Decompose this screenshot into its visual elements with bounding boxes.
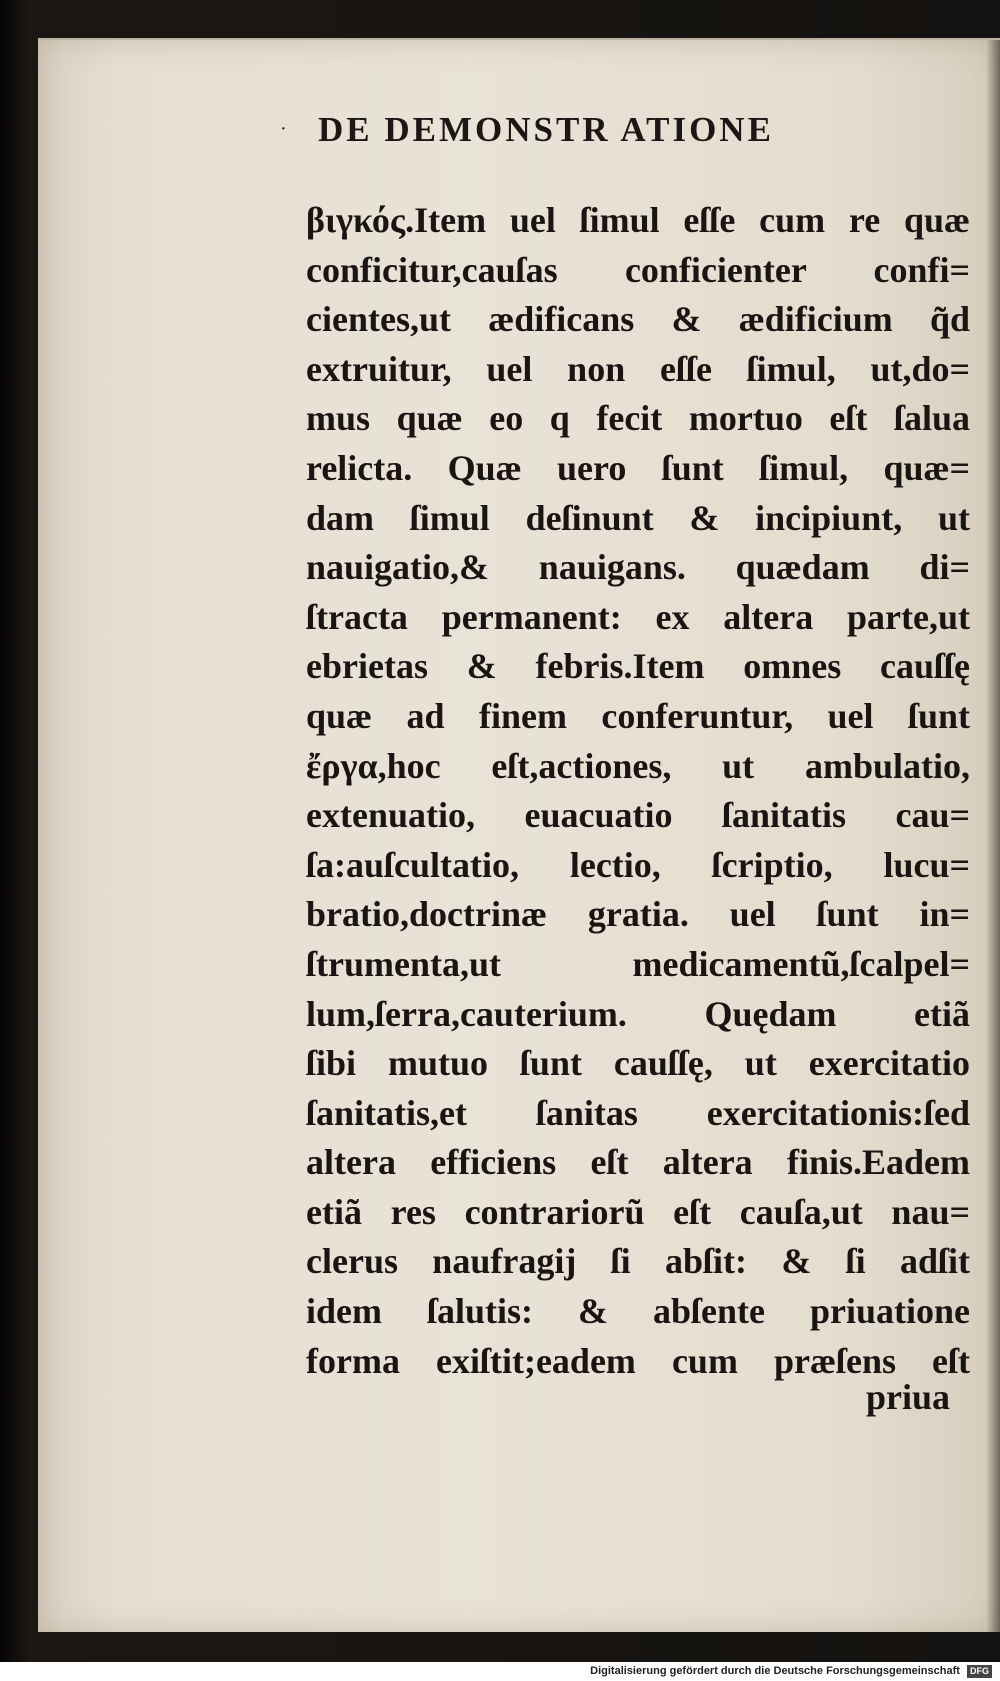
text-block bbox=[306, 196, 970, 1386]
text-line: dam ſimul deſinunt & incipiunt, ut bbox=[306, 497, 970, 538]
text-line: ἔργα,hoc eſt,actiones, ut ambulatio, bbox=[306, 745, 970, 786]
footer-bar bbox=[0, 1662, 1000, 1681]
dfg-logo: DFG bbox=[967, 1665, 992, 1678]
text-line: nauigatio,& nauigans. quædam di= bbox=[306, 547, 970, 588]
digitization-credit bbox=[590, 1662, 992, 1681]
page-gutter-shadow bbox=[986, 40, 1000, 1632]
text-line: ſa:auſcultatio, lectio, ſcriptio, lucu= bbox=[306, 844, 970, 885]
text-line: ſtrumenta,ut medicamentũ,ſcalpel= bbox=[306, 943, 970, 984]
text-line: ſanitatis,et ſanitas exercitationis:ſed bbox=[306, 1092, 970, 1133]
text-line: mus quæ eo q fecit mortuo eſt ſalua bbox=[306, 398, 970, 439]
text-line: cientes,ut ædificans & ædificium q͂d bbox=[306, 299, 970, 340]
text-line: etiã res contrariorũ eſt cauſa,ut nau= bbox=[306, 1191, 970, 1232]
catchword: priua bbox=[866, 1377, 951, 1417]
text-line: ebrietas & febris.Item omnes cauſſę bbox=[306, 646, 970, 687]
text-line: clerus naufragij ſi abſit: & ſi adſit bbox=[306, 1241, 970, 1282]
text-line: conficitur,cauſas conficienter confi= bbox=[306, 249, 970, 290]
text-line: idem ſalutis: & abſente priuatione bbox=[306, 1291, 970, 1332]
text-line: quæ ad finem conferuntur, uel ſunt bbox=[306, 695, 970, 736]
text-line: lum,ſerra,cauterium. Quędam etiã bbox=[306, 993, 970, 1034]
text-line: altera efficiens eſt altera finis.Eadem bbox=[306, 1142, 970, 1183]
text-line: extenuatio, euacuatio ſanitatis cau= bbox=[306, 795, 970, 836]
folio-mark: · bbox=[280, 118, 287, 140]
text-line: bratio,doctrinæ gratia. uel ſunt in= bbox=[306, 894, 970, 935]
text-line: ſtracta permanent: ex altera parte,ut bbox=[306, 596, 970, 637]
credit-text: Digitalisierung gefördert durch die Deutsche Forschungsgemeinschaft bbox=[590, 1665, 960, 1677]
text-line: extruitur, uel non eſſe ſimul, ut,do= bbox=[306, 348, 970, 389]
text-line: relicta. Quæ uero ſunt ſimul, quæ= bbox=[306, 447, 970, 488]
text-line: forma exiſtit;eadem cum præſens eſt bbox=[306, 1340, 970, 1381]
running-head: DE DEMONSTR ATIONE bbox=[318, 110, 774, 149]
text-line: ſibi mutuo ſunt cauſſę, ut exercitatio bbox=[306, 1043, 970, 1084]
text-line: βιγκός.Item uel ſimul eſſe cum re quæ bbox=[306, 200, 970, 240]
